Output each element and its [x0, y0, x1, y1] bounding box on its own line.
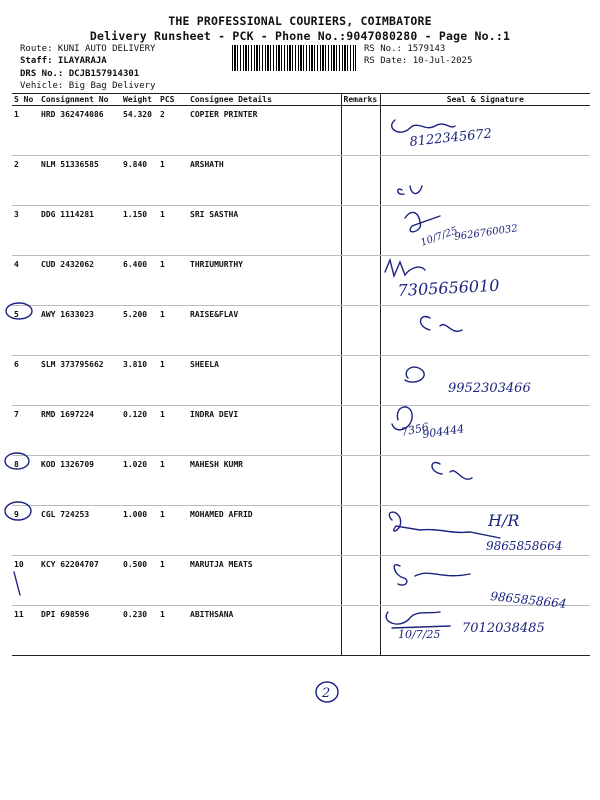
- cell-consignment: CUD 2432062: [39, 256, 121, 306]
- table-header-row: [12, 94, 590, 106]
- cell-pcs: 1: [158, 356, 188, 406]
- document-subtitle: Delivery Runsheet - PCK - Phone No.:9047080280 - Page No.:1: [89, 29, 511, 43]
- cell-weight: 6.400: [121, 256, 158, 306]
- cell-remarks: [341, 306, 380, 356]
- cell-consignee: MOHAMED AFRID: [188, 506, 341, 556]
- cell-weight: 0.230: [121, 606, 158, 656]
- page-mark: 2: [322, 686, 331, 701]
- cell-consignee: INDRA DEVI: [188, 406, 341, 456]
- cell-consignment: DDG 1114281: [39, 206, 121, 256]
- sig11-phone: 7012038485: [462, 621, 545, 636]
- runsheet-table: [12, 93, 590, 656]
- cell-sno: 6: [12, 356, 39, 406]
- cell-consignment: AWY 1633023: [39, 306, 121, 356]
- cell-weight: 0.500: [121, 556, 158, 606]
- cell-signature: [380, 306, 590, 356]
- cell-weight: 1.150: [121, 206, 158, 256]
- table-row: [12, 106, 590, 156]
- cell-consignment: KCY 62204707: [39, 556, 121, 606]
- cell-signature: [380, 406, 590, 456]
- cell-consignment: NLM 51336585: [39, 156, 121, 206]
- cell-signature: [380, 206, 590, 256]
- cell-weight: 5.200: [121, 306, 158, 356]
- col-remarks: Remarks: [341, 94, 380, 106]
- cell-consignment: RMD 1697224: [39, 406, 121, 456]
- sig4-phone: 7305656010: [397, 275, 500, 300]
- cell-signature: [380, 456, 590, 506]
- cell-remarks: [341, 456, 380, 506]
- col-seal: Seal & Signature: [380, 94, 590, 106]
- sig1-phone: 8122345672: [408, 126, 493, 150]
- barcode: [232, 45, 356, 71]
- cell-consignee: RAISE&FLAV: [188, 306, 341, 356]
- cell-remarks: [341, 356, 380, 406]
- cell-consignment: SLM 373795662: [39, 356, 121, 406]
- cell-sno: 9: [12, 506, 39, 556]
- cell-consignment: KOD 1326709: [39, 456, 121, 506]
- col-consignment: Consignment No: [39, 94, 121, 106]
- cell-sno: 7: [12, 406, 39, 456]
- cell-signature: [380, 606, 590, 656]
- cell-pcs: 1: [158, 206, 188, 256]
- table-row: [12, 506, 590, 556]
- cell-remarks: [341, 106, 380, 156]
- cell-sno: 2: [12, 156, 39, 206]
- cell-pcs: 1: [158, 156, 188, 206]
- cell-sno: 3: [12, 206, 39, 256]
- cell-pcs: 1: [158, 456, 188, 506]
- cell-weight: 3.810: [121, 356, 158, 406]
- cell-signature: [380, 256, 590, 306]
- cell-signature: [380, 156, 590, 206]
- cell-remarks: [341, 556, 380, 606]
- cell-weight: 1.020: [121, 456, 158, 506]
- cell-pcs: 1: [158, 606, 188, 656]
- sig3-date: 10/7/25: [419, 225, 460, 249]
- cell-consignee: MAHESH KUMR: [188, 456, 341, 506]
- table-row: [12, 606, 590, 656]
- cell-weight: 1.000: [121, 506, 158, 556]
- table-row: [12, 156, 590, 206]
- cell-pcs: 1: [158, 306, 188, 356]
- cell-signature: [380, 556, 590, 606]
- col-pcs: PCS: [158, 94, 188, 106]
- cell-sno: 10: [12, 556, 39, 606]
- cell-remarks: [341, 256, 380, 306]
- cell-remarks: [341, 606, 380, 656]
- sig7-phone-b: 904444: [421, 422, 466, 441]
- cell-signature: [380, 356, 590, 406]
- cell-signature: [380, 506, 590, 556]
- cell-consignment: DPI 698596: [39, 606, 121, 656]
- cell-remarks: [341, 406, 380, 456]
- page-mark-circle: [316, 682, 338, 702]
- sig11-date: 10/7/25: [398, 628, 441, 641]
- cell-weight: 54.320: [121, 106, 158, 156]
- sig3-phone: 9626760032: [453, 223, 519, 243]
- cell-sno: 4: [12, 256, 39, 306]
- cell-consignee: ARSHATH: [188, 156, 341, 206]
- sig9-note: H/R: [488, 511, 520, 530]
- cell-pcs: 1: [158, 506, 188, 556]
- table-row: [12, 256, 590, 306]
- cell-consignment: HRD 362474086: [39, 106, 121, 156]
- cell-consignee: SRI SASTHA: [188, 206, 341, 256]
- col-consignee: Consignee Details: [188, 94, 341, 106]
- sig9-phone: 9865858664: [486, 539, 563, 553]
- table-row: [12, 406, 590, 456]
- cell-pcs: 1: [158, 556, 188, 606]
- cell-consignee: ABITHSANA: [188, 606, 341, 656]
- document-title: THE PROFESSIONAL COURIERS, COIMBATORE: [168, 14, 432, 28]
- table-row: [12, 556, 590, 606]
- cell-pcs: 1: [158, 256, 188, 306]
- table-row: [12, 356, 590, 406]
- cell-signature: [380, 106, 590, 156]
- rs-date: RS Date: 10-Jul-2025: [364, 56, 473, 66]
- cell-remarks: [341, 156, 380, 206]
- cell-consignee: MARUTJA MEATS: [188, 556, 341, 606]
- cell-weight: 9.840: [121, 156, 158, 206]
- sig7-phone-a: 7356: [399, 420, 431, 439]
- cell-sno: 11: [12, 606, 39, 656]
- drs-number: DRS No.: DCJB157914301: [20, 69, 140, 79]
- cell-remarks: [341, 506, 380, 556]
- cell-consignee: COPIER PRINTER: [188, 106, 341, 156]
- route-label: Route: KUNI AUTO DELIVERY: [20, 44, 156, 54]
- cell-sno: 8: [12, 456, 39, 506]
- cell-consignment: CGL 724253: [39, 506, 121, 556]
- sig6-phone: 9952303466: [448, 381, 531, 396]
- table-row: [12, 206, 590, 256]
- cell-sno: 1: [12, 106, 39, 156]
- cell-remarks: [341, 206, 380, 256]
- sig10-phone: 9865858664: [489, 589, 568, 611]
- cell-sno: 5: [12, 306, 39, 356]
- cell-pcs: 1: [158, 406, 188, 456]
- vehicle-label: Vehicle: Big Bag Delivery: [20, 81, 156, 91]
- table-row: [12, 456, 590, 506]
- col-weight: Weight: [121, 94, 158, 106]
- cell-pcs: 2: [158, 106, 188, 156]
- cell-weight: 0.120: [121, 406, 158, 456]
- col-sno: S No: [12, 94, 39, 106]
- table-row: [12, 306, 590, 356]
- cell-consignee: SHEELA: [188, 356, 341, 406]
- rs-number: RS No.: 1579143: [364, 44, 446, 54]
- staff-label: Staff: ILAYARAJA: [20, 56, 107, 66]
- cell-consignee: THRIUMURTHY: [188, 256, 341, 306]
